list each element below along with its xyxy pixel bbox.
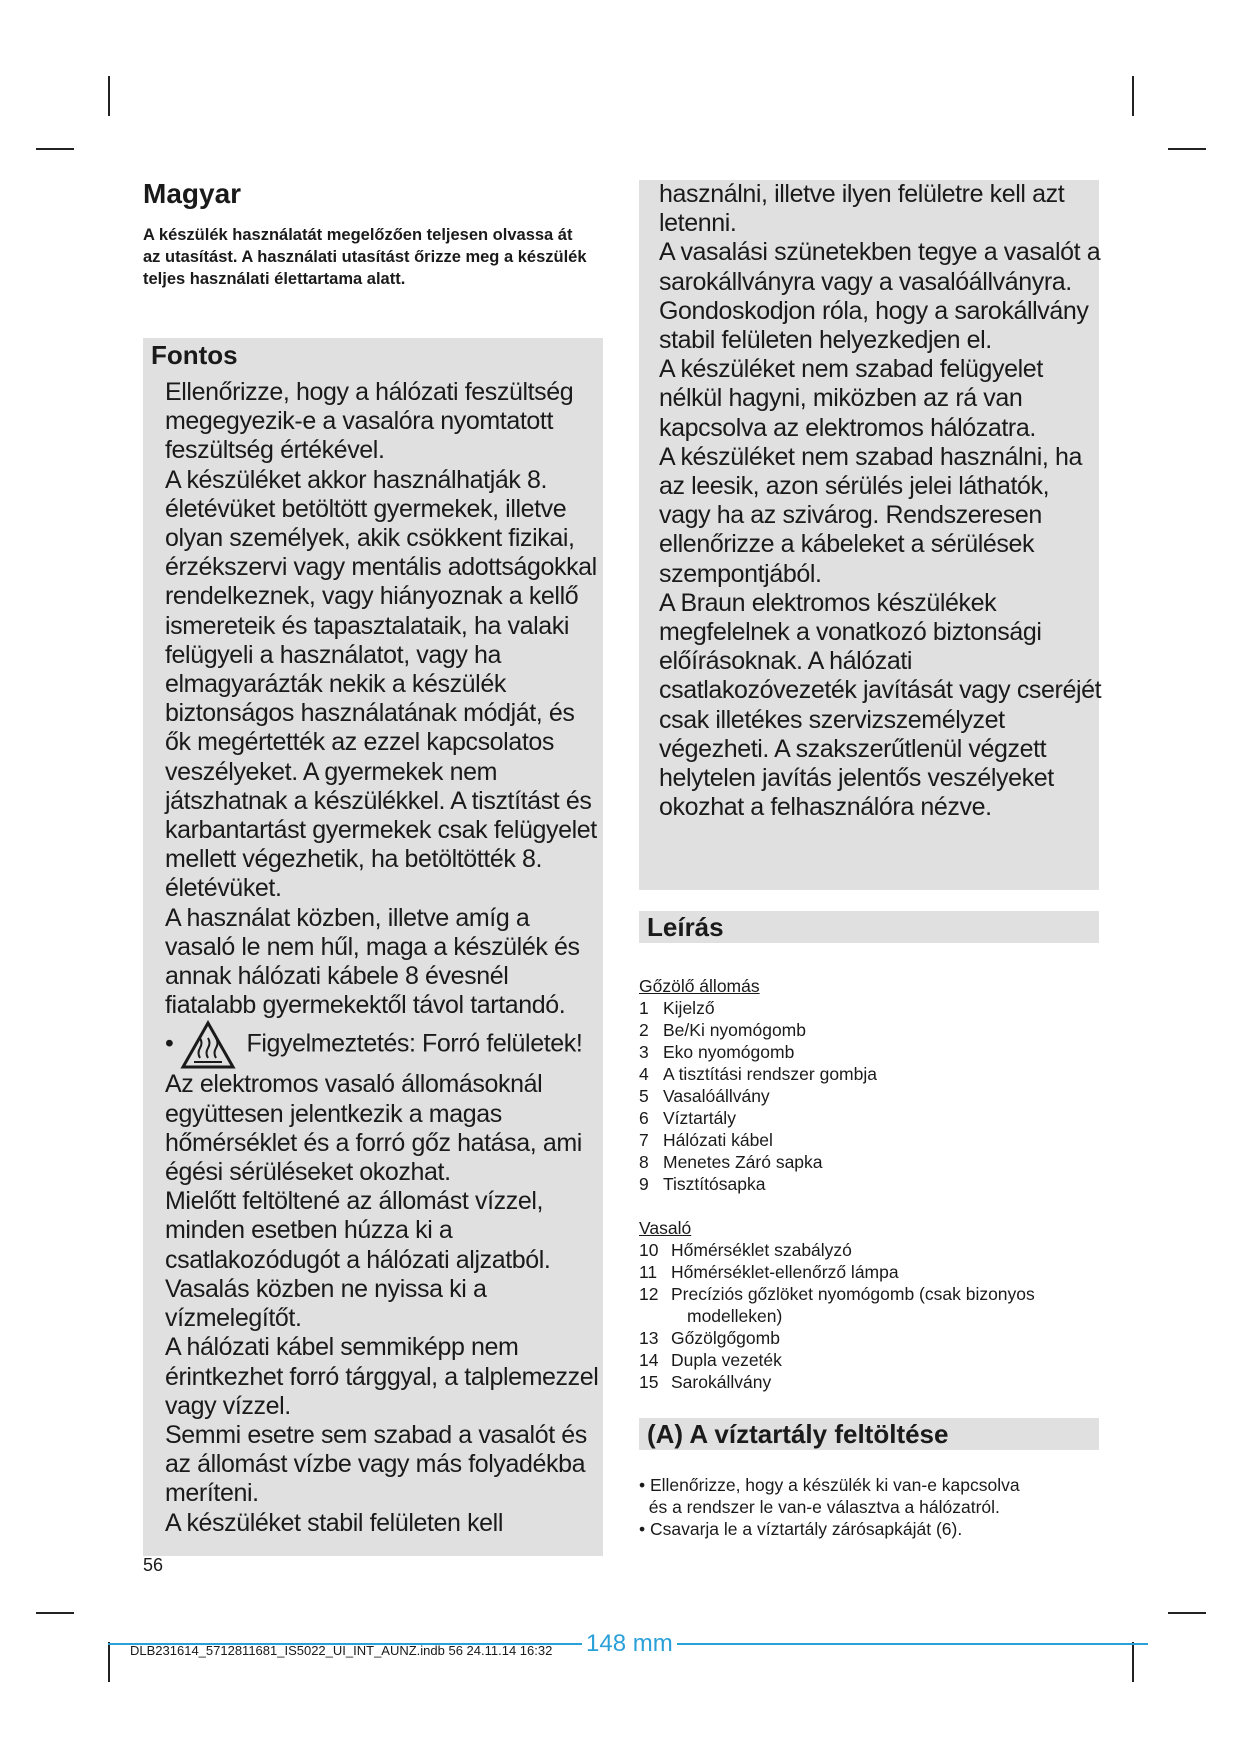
part-label: Sarokállvány [671,1372,772,1392]
part-number: 14 [639,1350,659,1370]
part-label: Dupla vezeték [671,1350,782,1370]
hot-warning-text: Figyelmeztetés: Forró felületek! Az elektromos vasaló állomásoknál együttesen jelentkezik a magas hőmérséklet és a forró gőz hatása, ami égési sérüléseket okozhat. [165,1030,583,1187]
station-title: Gőzölő állomás [639,976,760,996]
part-number: 1 [639,998,649,1018]
part-row [639,1173,877,1195]
important-title: Fontos [151,340,238,370]
crop-mark [108,1642,110,1682]
warning-item: A használat közben, illetve amíg a vasaló le nem hűl, maga a készülék és annak hálózati kábele 8 évesnél fiatalabb gyermekektől távol tartandó. [165,903,580,1020]
part-label: Tisztítósapka [663,1174,766,1194]
part-label: Hőmérséklet szabályzó [671,1240,852,1260]
part-row [639,1349,1035,1371]
fill-title: (A) A víztartály feltöltése [647,1419,949,1449]
part-number: 9 [639,1174,649,1194]
hot-warning-bullet: • [165,1030,174,1059]
warning-item: A készüléket nem szabad használni, ha az leesik, azon sérülés jelei láthatók, vagy ha az szivárog. Rendszeresen ellenőrizze a kábeleket a sérülések szempontjából. [659,442,1082,588]
warning-item: Mielőtt feltöltené az állomást vízzel, minden esetben húzza ki a csatlakozódugót a hálózati aljzatból. [165,1187,551,1274]
warning-item: használni, illetve ilyen felületre kell azt letenni. [659,180,1065,238]
crop-mark [1168,1612,1206,1614]
iron-parts [639,1217,1035,1393]
crop-mark [108,76,110,116]
warning-item: A Braun elektromos készülékek megfelelnek a vonatkozó biztonsági előírásoknak. A hálózati csatlakozóvezeték javítását vagy cseréjét csak illetékes szervizszemélyzet végezheti. A szakszerűtlenül végzett helytelen javítás jelentős veszélyeket okozhat a felhasználóra nézve. [659,588,1102,822]
iron-parts-list [639,1239,1035,1393]
station-parts [639,975,877,1195]
part-label: modelleken) [687,1306,783,1326]
part-label: Víztartály [663,1108,736,1128]
hot-surface-icon [180,1020,236,1070]
part-number: 4 [639,1064,649,1084]
part-number: 11 [639,1262,658,1282]
part-row [639,1283,1035,1305]
part-row [639,1107,877,1129]
part-row [639,1239,1035,1261]
warning-item: Semmi esetre sem szabad a vasalót és az állomást vízbe vagy más folyadékba meríteni. [165,1420,587,1508]
part-number: 6 [639,1108,649,1128]
part-number: 5 [639,1086,649,1106]
part-row [639,1305,1035,1327]
description-band [639,911,1099,943]
part-row [639,1261,1035,1283]
measure-label: 148 mm [582,1630,677,1658]
important-box-continued [639,180,1102,890]
part-row [639,1371,1035,1393]
warning-item: A készüléket nem szabad felügyelet nélkül hagyni, miközben az rá van kapcsolva az elektromos hálózatra. [659,355,1043,442]
warning-item: A hálózati kábel semmiképp nem érintkezhet forró tárggyal, a talplemezzel vagy vízzel. [165,1333,599,1420]
description-title: Leírás [647,912,724,942]
station-parts-list [639,997,877,1195]
part-label: Eko nyomógomb [663,1042,795,1062]
crop-mark [1168,148,1206,150]
crop-mark [36,1612,74,1614]
part-label: A tisztítási rendszer gombja [663,1064,877,1084]
part-row [639,997,877,1019]
part-number: 13 [639,1328,659,1348]
warning-item: A készüléket akkor használhatják 8. életévüket betöltött gyermekek, illetve olyan személyek, akik csökkent fizikai, érzékszervi vagy mentális adottságokkal rendelkeznek, vagy hiányoznak a kellő ismereteik és tapasztalataik, ha valaki felügyeli a használatot, vagy ha elmagyarázták nekik a készülék biztonságos használatának módját, és ők megértették az ezzel kapcsolatos veszélyeket. A gyermekek nem játszhatnak a készülékkel. A tisztítást és karbantartást gyermekek csak felügyelet mellett végezhetik, ha betöltötték 8. életévüket. [165,465,597,903]
fill-step: • Ellenőrizze, hogy a készülék ki van-e kapcsolva [639,1475,1020,1495]
part-row [639,1019,877,1041]
part-label: Precíziós gőzlöket nyomógomb (csak bizonyos [671,1284,1035,1304]
page-heading: Magyar [143,178,242,209]
part-row [639,1041,877,1063]
part-row [639,1063,877,1085]
part-number: 7 [639,1130,649,1150]
crop-mark [36,148,74,150]
fill-steps [639,1474,1099,1540]
part-row [639,1327,1035,1349]
intro-text: A készülék használatát megelőzően teljesen olvassa át az utasítást. A használati utasítást őrizze meg a készülék teljes használati élettartama alatt. [143,226,587,288]
part-number: 8 [639,1152,649,1172]
part-label: Vasalóállvány [663,1086,770,1106]
important-box [143,338,603,1556]
part-number: 12 [639,1284,659,1304]
part-label: Gőzölgőgomb [671,1328,780,1348]
part-number: 15 [639,1372,659,1392]
part-label: Kijelző [663,998,715,1018]
part-label: Hőmérséklet-ellenőrző lámpa [671,1262,899,1282]
part-row [639,1151,877,1173]
part-row [639,1129,877,1151]
part-row [639,1085,877,1107]
warning-item: Ellenőrizze, hogy a hálózati feszültség megegyezik-e a vasalóra nyomtatott feszültség értékével. [165,378,574,465]
warning-list-continued [659,180,1104,822]
part-number: 10 [639,1240,659,1260]
page-number: 56 [143,1555,164,1575]
warning-list [165,378,605,1538]
fill-band [639,1418,1099,1450]
crop-mark [1132,76,1134,116]
print-slug: DLB231614_5712811681_IS5022_UI_INT_AUNZ.indb 56 24.11.14 16:32 [130,1643,553,1658]
fill-step: • Csavarja le a víztartály zárósapkáját (6). [639,1519,963,1539]
part-label: Menetes Záró sapka [663,1152,823,1172]
part-label: Hálózati kábel [663,1130,773,1150]
warning-item: A készüléket stabil felületen kell [165,1508,503,1537]
hot-surface-warning [165,1020,605,1187]
fill-step: és a rendszer le van-e választva a hálózatról. [639,1497,1000,1517]
crop-mark [1132,1642,1134,1682]
part-number: 3 [639,1042,649,1062]
warning-item: A vasalási szünetekben tegye a vasalót a sarokállványra vagy a vasalóállványra. Gondoskodjon róla, hogy a sarokállvány stabil felületen helyezkedjen el. [659,238,1101,355]
warning-item: Vasalás közben ne nyissa ki a vízmelegítőt. [165,1274,487,1333]
part-label: Be/Ki nyomógomb [663,1020,806,1040]
part-number: 2 [639,1020,649,1040]
iron-title: Vasaló [639,1218,692,1238]
